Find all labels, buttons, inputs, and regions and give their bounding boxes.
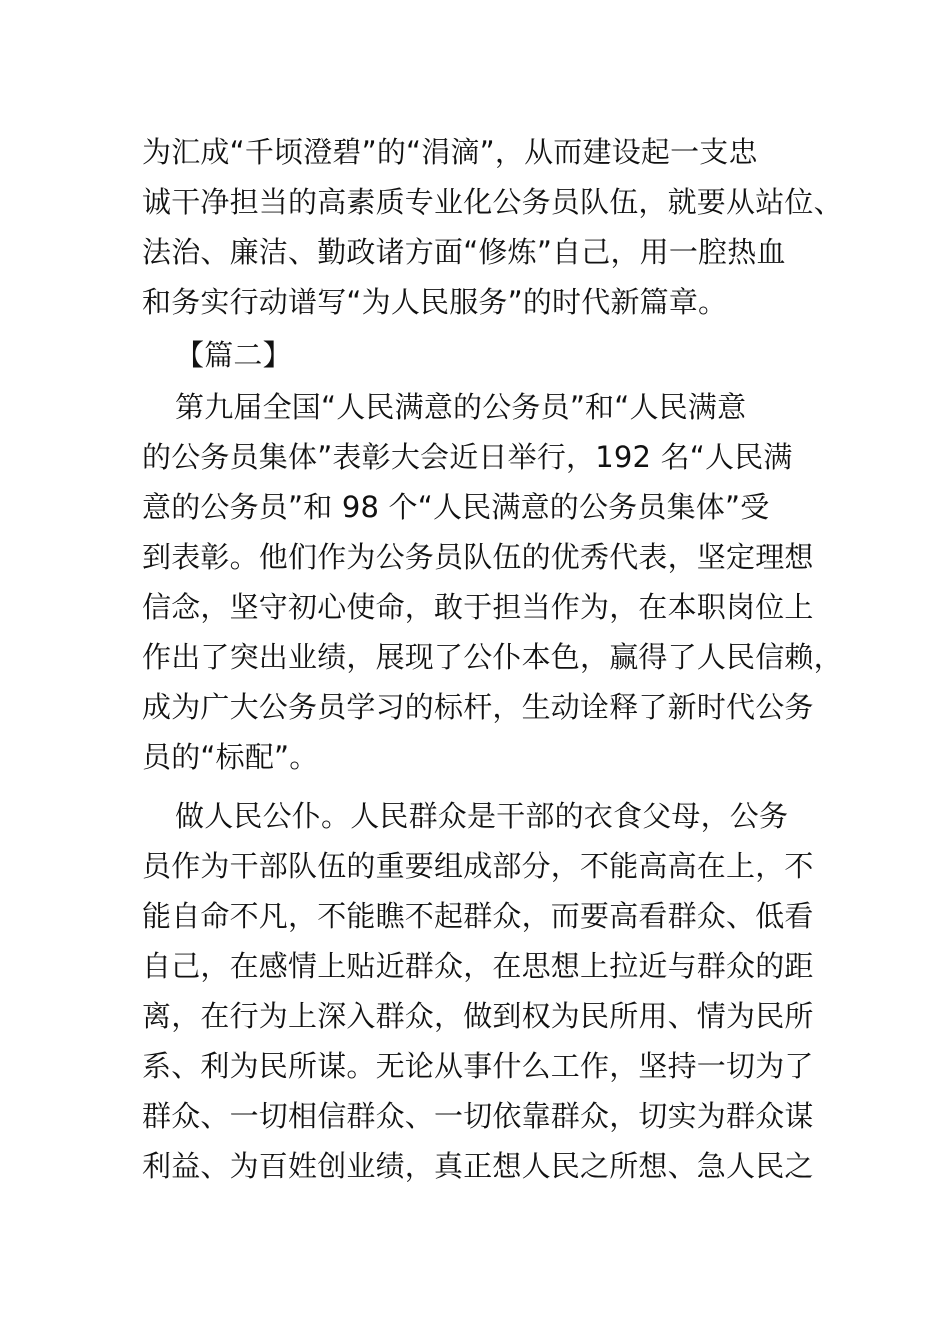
text-line: 离，在行为上深入群众，做到权为民所用、情为民所 — [142, 999, 814, 1033]
paragraph-2 — [142, 382, 843, 782]
paragraph-3 — [142, 791, 822, 1191]
text-line: 系、利为民所谋。无论从事什么工作，坚持一切为了 — [142, 1049, 814, 1083]
text-line: 群众、一切相信群众、一切依靠群众，切实为群众谋 — [142, 1099, 814, 1133]
text-line: 利益、为百姓创业绩，真正想人民之所想、急人民之 — [142, 1149, 814, 1183]
text-line: 员的“标配”。 — [142, 740, 319, 774]
text-line: 法治、廉洁、勤政诸方面“修炼”自己，用一腔热血 — [142, 235, 786, 269]
section-heading — [142, 330, 822, 380]
text-line: 员作为干部队伍的重要组成部分，不能高高在上，不 — [142, 849, 814, 883]
text-line: 自己，在感情上贴近群众，在思想上拉近与群众的距 — [142, 949, 814, 983]
text-line: 的公务员集体”表彰大会近日举行，192 名“人民满 — [142, 440, 793, 474]
text-line: 诚干净担当的高素质专业化公务员队伍，就要从站位、 — [142, 185, 843, 219]
text-line: 作出了突出业绩，展现了公仆本色，赢得了人民信赖， — [142, 640, 843, 674]
text-line: 做人民公仆。人民群众是干部的衣食父母，公务 — [175, 799, 789, 833]
paragraph-1 — [142, 127, 843, 327]
text-line: 能自命不凡，不能瞧不起群众，而要高看群众、低看 — [142, 899, 814, 933]
section-title: 【篇二】 — [175, 338, 292, 372]
text-line: 和务实行动谱写“为人民服务”的时代新篇章。 — [142, 285, 728, 319]
text-line: 信念，坚守初心使命，敢于担当作为，在本职岗位上 — [142, 590, 814, 624]
text-line: 意的公务员”和 98 个“人民满意的公务员集体”受 — [142, 490, 770, 524]
text-line: 到表彰。他们作为公务员队伍的优秀代表，坚定理想 — [142, 540, 814, 574]
text-line: 成为广大公务员学习的标杆，生动诠释了新时代公务 — [142, 690, 814, 724]
text-line: 第九届全国“人民满意的公务员”和“人民满意 — [175, 390, 747, 424]
text-line: 为汇成“千顷澄碧”的“涓滴”，从而建设起一支忠 — [142, 135, 758, 169]
